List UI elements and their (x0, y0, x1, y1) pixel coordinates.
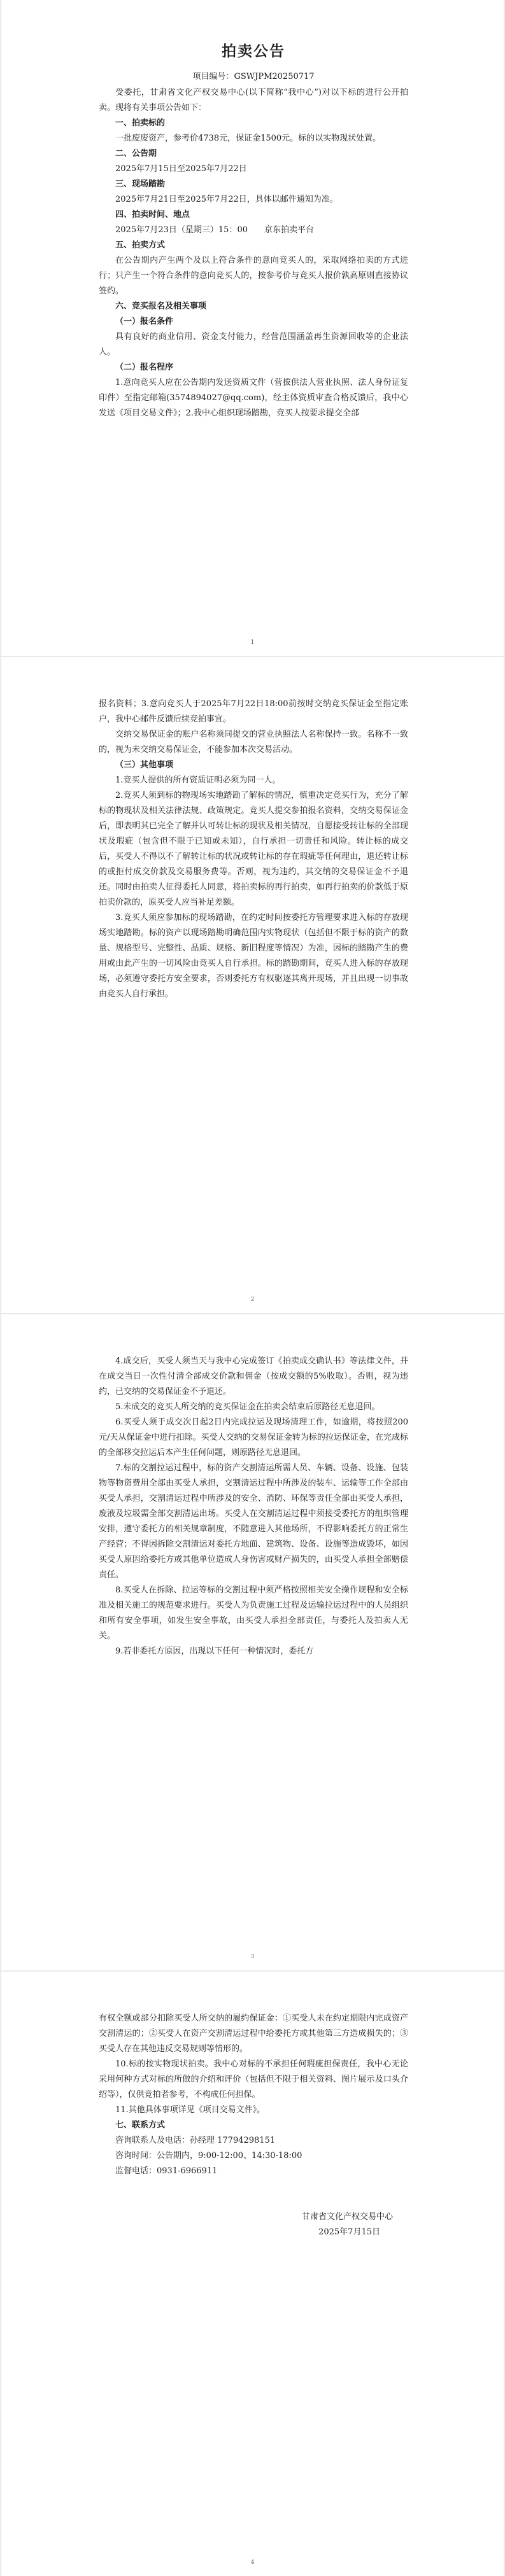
other-item-9-continued: 有权全额或部分扣除买受人所交纳的履约保证金：①买受人未在约定期限内完成资产交割清运的；②买受人在资产交割清运过程中给委托方或其他第三方造成损失的；③买受人存在其他违反交易规则等情形的。 (99, 2014, 408, 2054)
subsection-6-2-text-2: 报名资料；3.意向竞买人于2025年7月22日18:00前按时交纳竞买保证金至指定账户，我中心邮件反馈后续竞拍事宜。 (99, 699, 408, 724)
document-page-1 (1, 0, 504, 656)
signature-organization: 甘肃省文化产权交易中心 (301, 2212, 393, 2222)
section-5-heading: 五、拍卖方式 (115, 240, 166, 250)
subsection-6-1-heading: （一）报名条件 (115, 317, 174, 326)
page-number: 3 (250, 1954, 255, 1960)
section-2-text: 2025年7月15日至2025年7月22日 (115, 164, 247, 174)
document-page-2 (1, 657, 504, 1313)
contact-hours: 咨询时间：公告期内，9:00-12:00、14:30-18:00 (115, 2151, 302, 2161)
other-item-8: 8.买受人在拆除、拉运等标的交割过程中须严格按照相关安全操作规程和安全标准及相关施工的规范要求进行。买受人为负责施工过程及运输拉运过程中的人员组织和所有安全事项，如发生安全事故，由买受人承担全部责任，与委托人及拍卖人无关。 (99, 1585, 408, 1641)
other-item-5: 5.未成交的竞买人所交纳的竞买保证金在拍卖会结束后原路径无息退回。 (115, 1402, 380, 1412)
document-title: 拍卖公告 (222, 43, 285, 60)
document-page-3 (1, 1314, 504, 1970)
other-item-4: 4.成交后，买受人须当天与我中心完成签订《拍卖成交确认书》等法律文件，并在成交当日一次性付清全部成交价款和佣金（按成交额的5%收取）。否则，视为违约，已交纳的交易保证金不予退还。 (99, 1356, 408, 1396)
other-item-3: 3.竞买人须应参加标的现场踏勘，在约定时间按委托方管理要求进入标的存放现场实地踏勘。标的资产以现场踏勘明确范围内实物现状（包括但不限于标的资产的数量、规格型号、完整性、品质、规格、新旧程度等情况）为准，因标的踏勘产生的费用或由此产生的一切风险由竞买人自行承担。标的踏勘期间，竞买人进入标的存放现场，必须遵守委托方安全要求，否则委托方有权驱逐其离开现场，并且出现一切事故由竞买人自行承担。 (99, 913, 408, 999)
page-number: 1 (250, 639, 255, 646)
other-item-2: 2.竞买人须到标的物现场实地踏勘了解标的情况，慎重决定竞买行为，充分了解标的物现状及相关法律法规、政策规定。竞买人提交参拍报名资料，交纳交易保证金后，即表明其已完全了解并认可转让标的现状及相关情况，自愿接受转让标的全部现状及瑕疵（包含但不限于已知或未知），自行承担一切责任和风险。转让标的成交后，买受人不得以不了解转让标的状况或转让标的存在瑕疵等任何理由，退还转让标的或拒付成交价款及交易服务费等。否则，视为违约，其交纳的交易保证金不予退还。同时由拍卖人征得委托人同意，将拍卖标的再行拍卖，如再行拍卖的价款低于原拍卖价款的，原买受人应当补足差额。 (99, 791, 408, 907)
subsection-6-3-heading: （三）其他事项 (115, 760, 174, 770)
project-number: 项目编号：GSWJPM20250717 (192, 72, 315, 81)
other-item-9: 9.若非委托方原因，出现以下任何一种情况时，委托方 (115, 1647, 314, 1656)
supervision-phone: 监督电话：0931-6966911 (115, 2166, 218, 2176)
subsection-6-2-text-3: 交纳交易保证金的账户名称须同提交的营业执照法人名称保持一致。名称不一致的，视为未交纳交易保证金，不能参加本次交易活动。 (99, 730, 408, 755)
page-number: 4 (250, 2559, 255, 2566)
other-item-6: 6.买受人须于成交次日起2日内完成拉运及现场清理工作，如逾期，将按照200元/天从保证金中进行扣除。买受人交纳的交易保证金转为标的拉运保证金，在完成标的全部移交拉运后本产生任何问题，则原路径无息退回。 (99, 1417, 408, 1458)
section-4-text: 2025年7月23日（星期三）15：00 京东拍卖平台 (115, 225, 314, 235)
other-item-11: 11.其他具体事项详见《项目交易文件》。 (115, 2105, 266, 2115)
subsection-6-2-heading: （二）报名程序 (115, 363, 174, 372)
section-1-text: 一批废废资产，参考价4738元，保证金1500元。标的以实物现状处置。 (115, 134, 381, 143)
section-1-heading: 一、拍卖标的 (115, 118, 166, 128)
page-number: 2 (250, 1297, 255, 1303)
other-item-10: 10.标的按实物现状拍卖。我中心对标的不承担任何瑕疵担保责任，我中心无论采用何种方式对标的所做的介绍和评价（包括但不限于相关资料、图片展示及口头介绍等），仅供竞拍者参考，不构成任何担保。 (99, 2059, 408, 2099)
other-item-1: 1.竞买人提供的所有资质证明必须为同一人。 (115, 776, 281, 785)
other-item-7: 7.标的交割拉运过程中，标的资产交割清运所需人员、车辆、设备、设施、包装物等物资费用全部由买受人承担，交割清运过程中所涉及的装车、运输等工作全部由买受人承担，交割清运过程中所涉及的安全、消防、环保等责任全部由买受人承担，废液及垃圾需全部交割清运出场。买受人在交割清运过程中须接受委托方的组织管理安排，遵守委托方的相关规章制度，不随意进入其他场所，不得影响委托方的正常生产经营；不得因拆除交割清运对委托方地面、建筑物、设备、设施等造成毁坏，如因买受人原因给委托方或其他单位造成人身伤害或财产损失的，由买受人承担全部赔偿责任。 (99, 1463, 408, 1580)
signature-date: 2025年7月15日 (318, 2227, 380, 2237)
section-3-heading: 三、现场踏勘 (115, 179, 166, 189)
section-5-text: 在公告期内产生两个及以上符合条件的意向竞买人的，采取网络拍卖的方式进行；只产生一个符合条件的意向竞买人的，按参考价与竞买人报价孰高原则直接协议签约。 (99, 256, 408, 296)
section-6-heading: 六、竞买报名及相关事项 (115, 302, 207, 311)
section-2-heading: 二、公告期 (115, 149, 157, 158)
subsection-6-2-text-1: 1.意向竞买人应在公告期内发送资质文件（营拔供法人营业执照、法人身份证复印件）至指定邮箱(3574894027@qq.com)，经主体资质审查合格反馈后，我中心发送《项目交易文件》；2.我中心组织现场踏勘，竞买人按要求提交全部 (99, 378, 408, 418)
section-4-heading: 四、拍卖时间、地点 (115, 210, 190, 219)
contact-person: 咨询联系人及电话：孙经理 17794298151 (115, 2136, 276, 2145)
intro-paragraph: 受委托，甘肃省文化产权交易中心(以下简称“我中心”)对以下标的进行公开拍卖。现将有关事项公告如下： (99, 88, 408, 113)
section-7-heading: 七、联系方式 (115, 2120, 166, 2130)
section-3-text: 2025年7月21日至2025年7月22日，具体以邮件通知为准。 (115, 195, 338, 204)
subsection-6-1-text: 具有良好的商业信用、资金支付能力，经营范围涵盖再生资源回收等的企业法人。 (99, 332, 408, 357)
document-page-4 (1, 1972, 504, 2576)
